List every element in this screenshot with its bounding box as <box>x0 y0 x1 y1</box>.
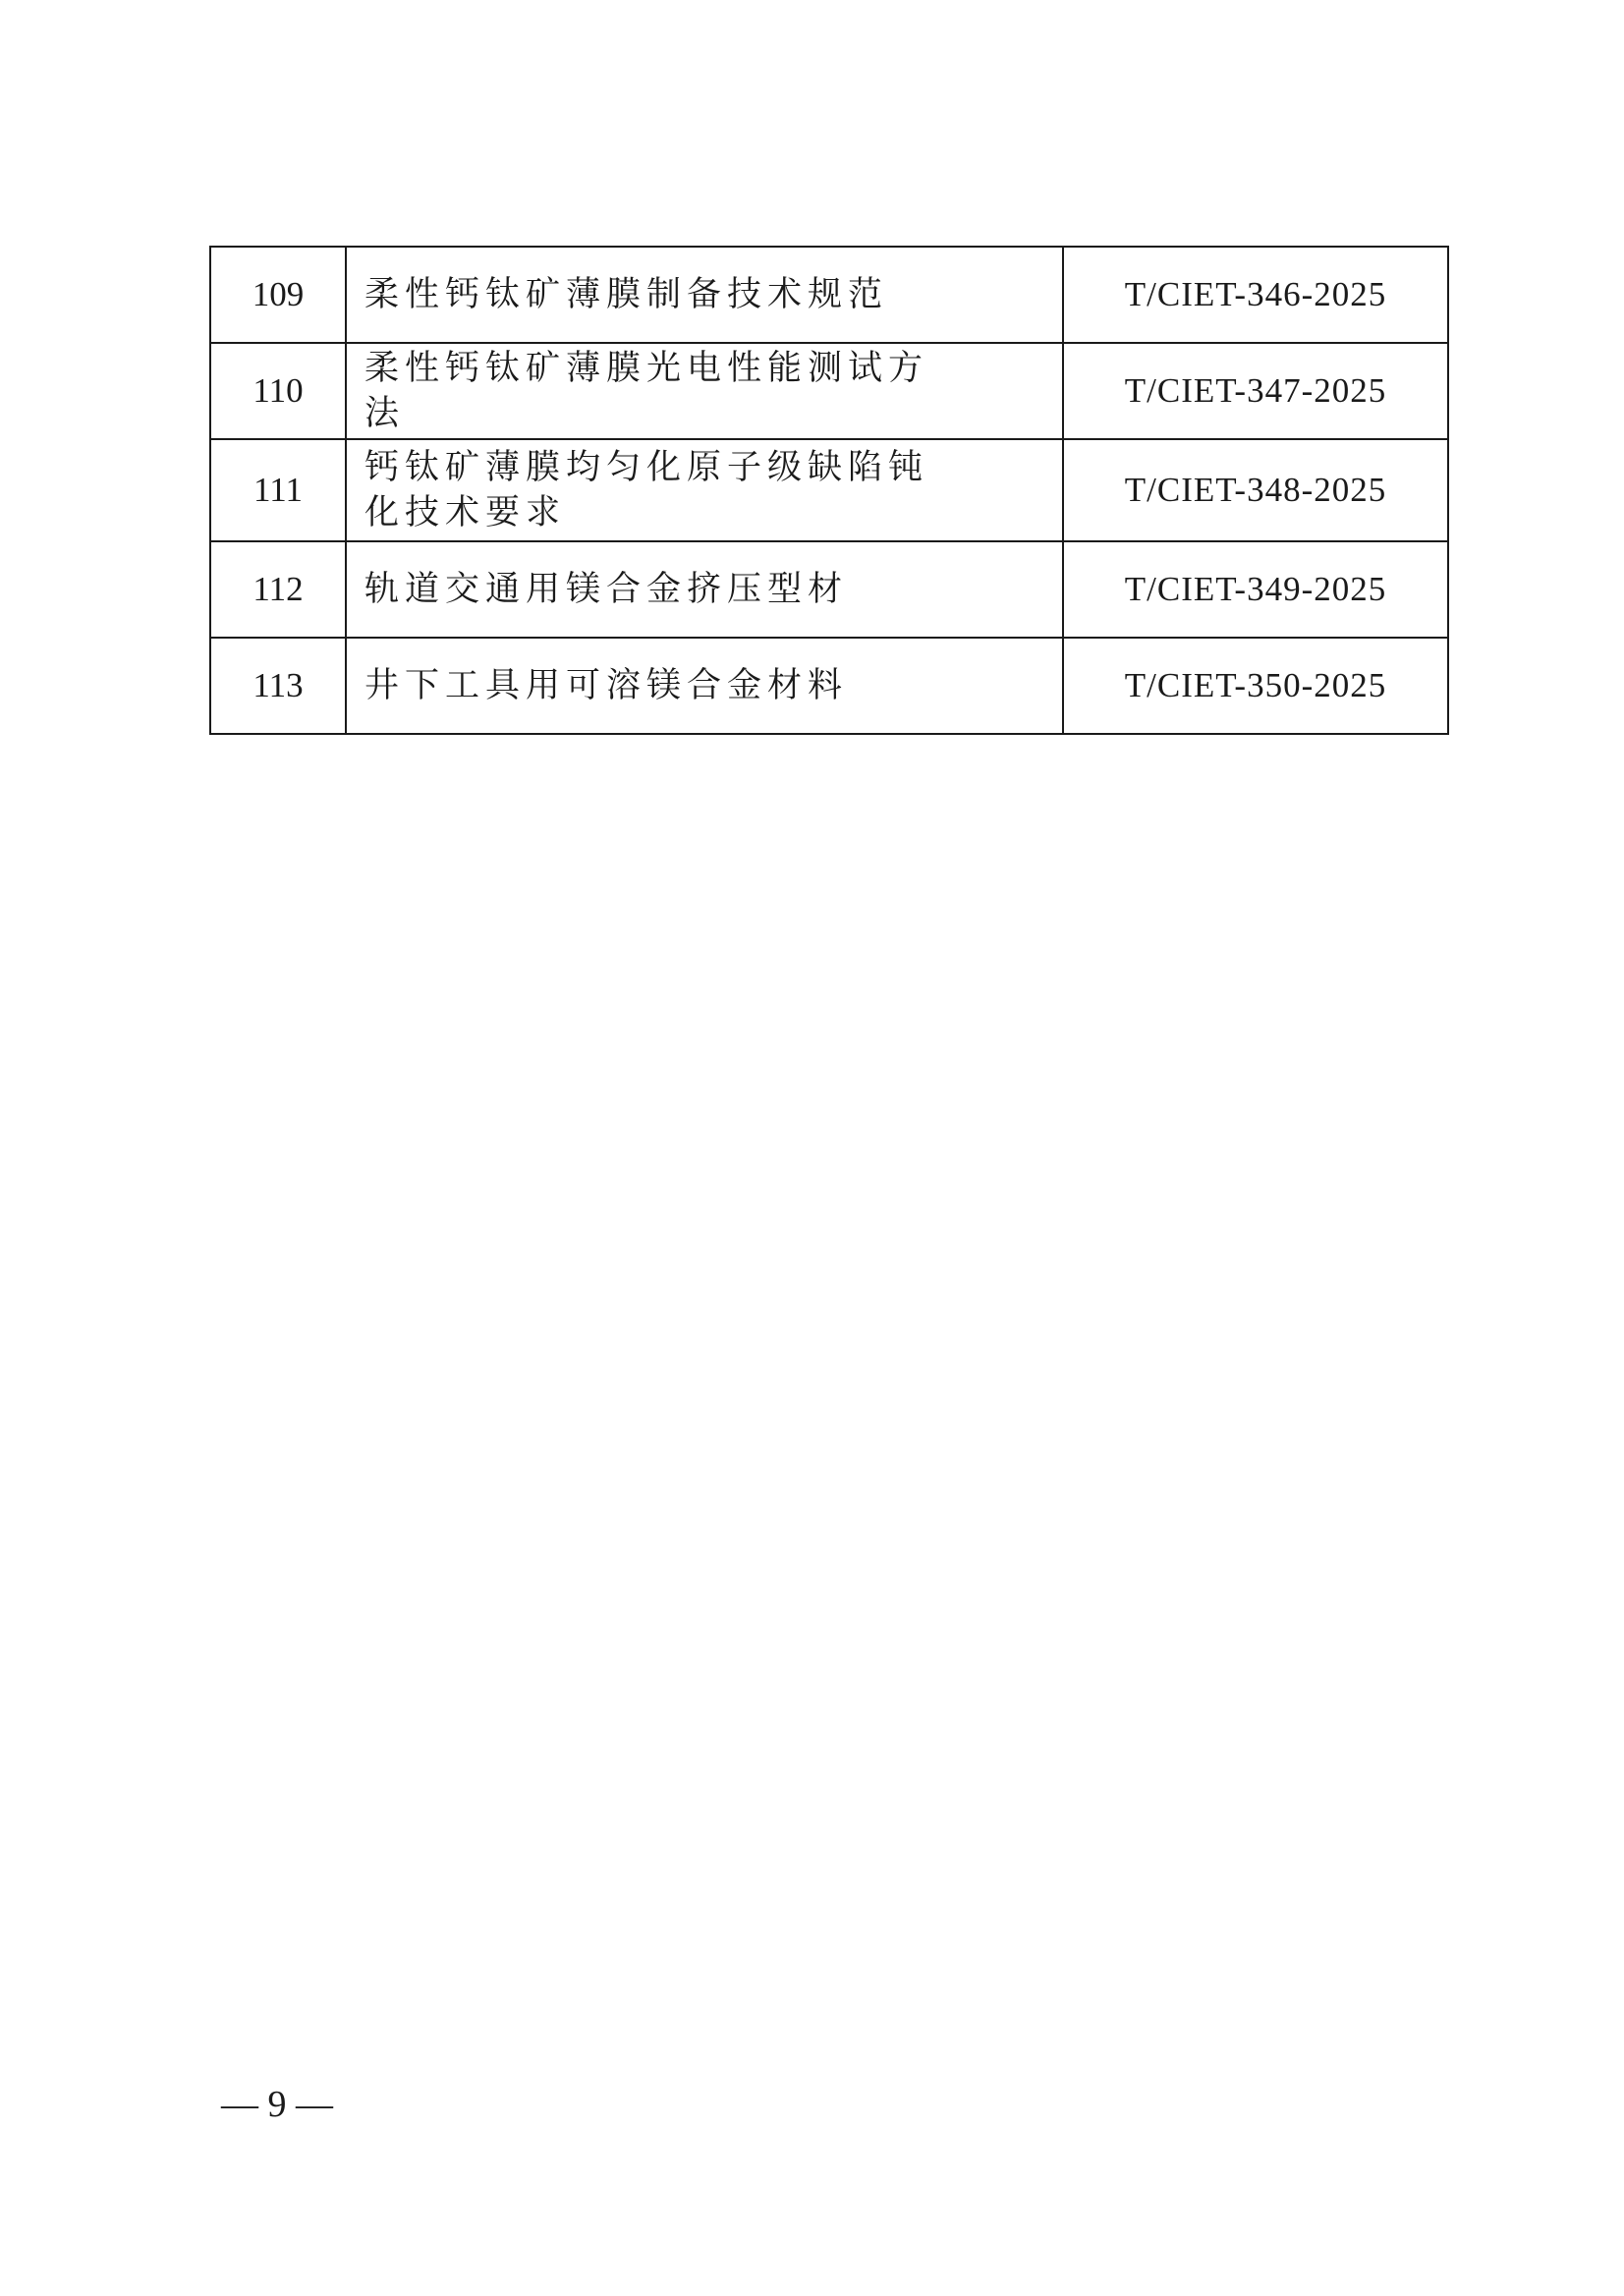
row-number: 113 <box>210 638 346 734</box>
row-number: 111 <box>210 439 346 541</box>
standard-code: T/CIET-349-2025 <box>1063 541 1448 638</box>
row-number: 110 <box>210 343 346 439</box>
standard-name: 轨道交通用镁合金挤压型材 <box>346 541 1063 638</box>
table-row <box>210 638 1448 734</box>
standard-code: T/CIET-346-2025 <box>1063 247 1448 343</box>
standard-name: 井下工具用可溶镁合金材料 <box>346 638 1063 734</box>
page-number: — 9 — <box>221 2084 333 2125</box>
row-number: 109 <box>210 247 346 343</box>
table-row <box>210 541 1448 638</box>
standard-code: T/CIET-350-2025 <box>1063 638 1448 734</box>
standard-name: 柔性钙钛矿薄膜光电性能测试方法 <box>346 343 1063 439</box>
standard-code: T/CIET-348-2025 <box>1063 439 1448 541</box>
row-number: 112 <box>210 541 346 638</box>
standard-name: 柔性钙钛矿薄膜制备技术规范 <box>346 247 1063 343</box>
standard-name: 钙钛矿薄膜均匀化原子级缺陷钝化技术要求 <box>346 439 1063 541</box>
standards-table <box>209 246 1449 735</box>
table-row <box>210 343 1448 439</box>
table-row <box>210 439 1448 541</box>
standard-code: T/CIET-347-2025 <box>1063 343 1448 439</box>
table-row <box>210 247 1448 343</box>
